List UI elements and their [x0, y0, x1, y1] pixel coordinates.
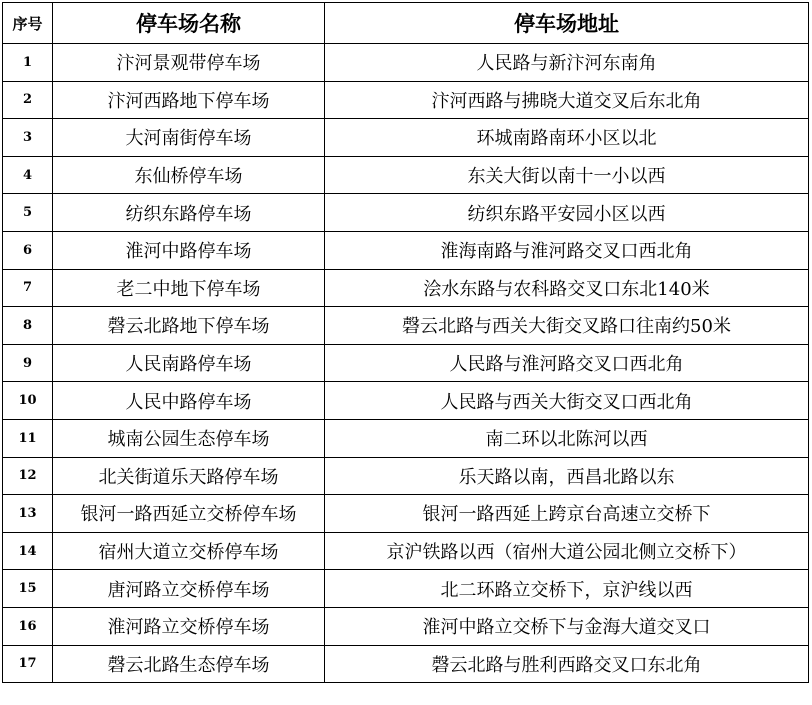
table-row: [3, 194, 809, 232]
row-number: 7: [3, 269, 53, 307]
parking-name-cell: 人民南路停车场: [53, 344, 325, 382]
table-row: [3, 156, 809, 194]
table-row: [3, 81, 809, 119]
row-number: 8: [3, 307, 53, 345]
parking-name-cell: 纺织东路停车场: [53, 194, 325, 232]
parking-address-cell: 人民路与新汴河东南角: [325, 44, 809, 82]
table-row: [3, 44, 809, 82]
parking-address-cell: 磬云北路与西关大街交叉路口往南约50米: [325, 307, 809, 345]
parking-name-cell: 银河一路西延立交桥停车场: [53, 495, 325, 533]
parking-lot-table: [2, 2, 809, 683]
header-parking-address: 停车场地址: [325, 3, 809, 44]
parking-address-cell: 人民路与西关大街交叉口西北角: [325, 382, 809, 420]
parking-address-cell: 乐天路以南，西昌北路以东: [325, 457, 809, 495]
table-row: [3, 495, 809, 533]
row-number: 12: [3, 457, 53, 495]
table-row: [3, 645, 809, 683]
parking-address-cell: 北二环路立交桥下，京沪线以西: [325, 570, 809, 608]
parking-address-cell: 磬云北路与胜利西路交叉口东北角: [325, 645, 809, 683]
table-row: [3, 231, 809, 269]
header-row: [3, 3, 809, 44]
parking-address-cell: 京沪铁路以西（宿州大道公园北侧立交桥下）: [325, 532, 809, 570]
parking-name-cell: 老二中地下停车场: [53, 269, 325, 307]
parking-name-cell: 唐河路立交桥停车场: [53, 570, 325, 608]
header-parking-name: 停车场名称: [53, 3, 325, 44]
row-number: 3: [3, 119, 53, 157]
row-number: 13: [3, 495, 53, 533]
parking-address-cell: 汴河西路与拂晓大道交叉后东北角: [325, 81, 809, 119]
row-number: 14: [3, 532, 53, 570]
parking-address-cell: 淮河中路立交桥下与金海大道交叉口: [325, 607, 809, 645]
row-number: 15: [3, 570, 53, 608]
row-number: 6: [3, 231, 53, 269]
table-row: [3, 570, 809, 608]
header-number: 序号: [3, 3, 53, 44]
row-number: 1: [3, 44, 53, 82]
parking-address-cell: 环城南路南环小区以北: [325, 119, 809, 157]
table-row: [3, 457, 809, 495]
parking-address-cell: 东关大街以南十一小以西: [325, 156, 809, 194]
parking-address-cell: 南二环以北陈河以西: [325, 419, 809, 457]
table-row: [3, 269, 809, 307]
parking-name-cell: 北关街道乐天路停车场: [53, 457, 325, 495]
parking-address-cell: 银河一路西延上跨京台高速立交桥下: [325, 495, 809, 533]
parking-name-cell: 城南公园生态停车场: [53, 419, 325, 457]
parking-address-cell: 纺织东路平安园小区以西: [325, 194, 809, 232]
row-number: 10: [3, 382, 53, 420]
row-number: 4: [3, 156, 53, 194]
parking-name-cell: 淮河路立交桥停车场: [53, 607, 325, 645]
table-row: [3, 382, 809, 420]
table-row: [3, 307, 809, 345]
row-number: 5: [3, 194, 53, 232]
row-number: 9: [3, 344, 53, 382]
row-number: 16: [3, 607, 53, 645]
parking-address-cell: 淮海南路与淮河路交叉口西北角: [325, 231, 809, 269]
parking-name-cell: 宿州大道立交桥停车场: [53, 532, 325, 570]
parking-address-cell: 人民路与淮河路交叉口西北角: [325, 344, 809, 382]
row-number: 11: [3, 419, 53, 457]
parking-name-cell: 东仙桥停车场: [53, 156, 325, 194]
row-number: 2: [3, 81, 53, 119]
parking-name-cell: 汴河西路地下停车场: [53, 81, 325, 119]
parking-name-cell: 磬云北路地下停车场: [53, 307, 325, 345]
table-row: [3, 344, 809, 382]
row-number: 17: [3, 645, 53, 683]
parking-name-cell: 汴河景观带停车场: [53, 44, 325, 82]
parking-name-cell: 磬云北路生态停车场: [53, 645, 325, 683]
parking-name-cell: 淮河中路停车场: [53, 231, 325, 269]
parking-name-cell: 大河南街停车场: [53, 119, 325, 157]
parking-address-cell: 浍水东路与农科路交叉口东北140米: [325, 269, 809, 307]
table-row: [3, 532, 809, 570]
table-row: [3, 419, 809, 457]
table-row: [3, 607, 809, 645]
parking-name-cell: 人民中路停车场: [53, 382, 325, 420]
table-row: [3, 119, 809, 157]
